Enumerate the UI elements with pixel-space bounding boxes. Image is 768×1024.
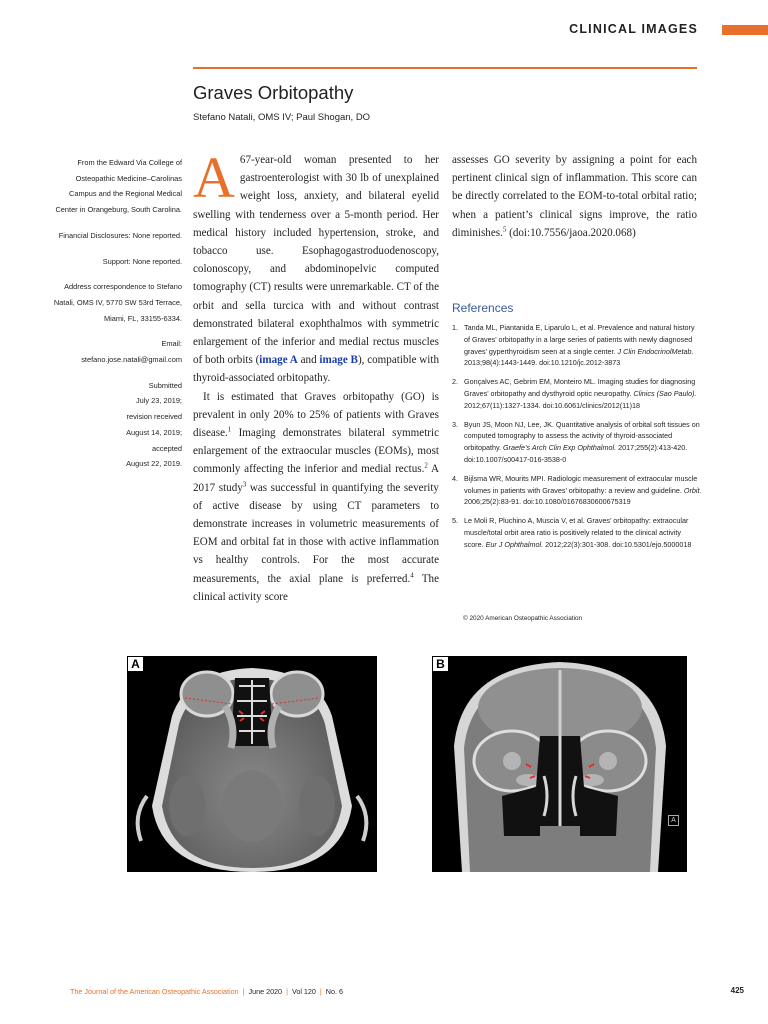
email-block	[52, 336, 182, 367]
paragraph-3-text-a: assesses GO severity by assigning a point for each pertinent clinical sign of inflammation. This score can be directly correlated to the EOM-to-total orbital ratio; when a patient’s clinical signs improve, the ratio diminishes.	[452, 154, 697, 239]
reference-journal: J Clin EndocrinolMetab.	[617, 346, 694, 356]
issue-number: No. 6	[325, 987, 343, 996]
reference-journal: Graefe’s Arch Clin Exp Ophthalmol.	[503, 443, 617, 453]
drop-cap: A	[193, 145, 235, 210]
paragraph-2-text-e: The clinical activity score	[193, 572, 439, 603]
correspondence-address: Address correspondence to Stefano Natali, OMS IV, 5770 SW 53rd Terrace, Miami, FL, 33155-6334.	[53, 282, 182, 323]
financial-disclosures: Financial Disclosures: None reported.	[58, 230, 182, 240]
support-statement: Support: None reported.	[102, 256, 182, 266]
section-label: CLINICAL IMAGES	[569, 22, 698, 36]
title-rule	[193, 67, 697, 69]
reference-number: 2.	[452, 377, 458, 387]
figure-label-b: B	[433, 657, 448, 671]
ct-image-a-axial	[127, 656, 377, 872]
revision-label: revision received	[126, 412, 182, 422]
paragraph-2-text-a: It is estimated that Graves orbitopathy (GO) is prevalent in only 20% to 25% of patients with Graves disease.	[193, 390, 439, 440]
reference-number: 5.	[452, 516, 458, 526]
orientation-tag: A	[668, 815, 679, 826]
reference-details: 2012;67(11):1327-1334. doi:10.6061/clinics/2012(11)18	[464, 400, 640, 410]
paragraph-1-text-a: 67-year-old woman presented to her gastroenterologist with 30 lb of unexplained weight loss, anxiety, and bilateral eyelid swelling with tenderness over a 5-month period. Her medical history included hypertension, stroke, and tobacco use. Esophagogastroduodenoscopy, colonoscopy, and abdominopelvic computed tomography (CT) results were unremarkable. CT of the orbit and sella turcica with and without contrast demonstrated bilateral exophthalmos with symmetric enlargement of the inferior and medial rectus muscles of both orbits (	[193, 154, 439, 367]
figure-label-a: A	[128, 657, 143, 671]
citation-1[interactable]: 1	[227, 425, 232, 434]
paragraph-2-text-d: was successful in quantifying the severity of active disease by using CT parameters to demonstrate increases in volumetric measurements of EOM and orbital fat in those with active inflammation vs healthy controls. For the most accurate measurements, the axial plane is preferred.	[193, 481, 439, 585]
journal-name: The Journal of the American Osteopathic Association	[70, 987, 239, 996]
reference-details: 2006;25(2):83-91. doi:10.1080/01676830600675319	[464, 497, 631, 507]
issue-date: June 2020	[248, 987, 283, 996]
article-title: Graves Orbitopathy	[193, 82, 354, 103]
paragraph-1-text-b: ), compatible with thyroid-associated orbitopathy.	[193, 354, 440, 385]
reference-item	[452, 322, 702, 369]
reference-text: Le Moli R, Pluchino A, Muscia V, et al. Graves’ orbitopathy: extraocular muscle/total orbit area ratio is positively related to the clinical activity score.	[464, 516, 689, 549]
page-number: 425	[730, 986, 744, 995]
reference-journal: Clinics (Sao Paulo).	[633, 388, 697, 398]
footer-separator: |	[319, 987, 322, 996]
affiliation: From the Edward Via College of Osteopathic Medicine–Carolinas Campus and the Regional Medical Center in Orangeburg, South Carolina.	[55, 158, 182, 215]
reference-number: 3.	[452, 419, 458, 429]
references-list	[452, 322, 702, 558]
image-b-link[interactable]: image B	[319, 354, 358, 367]
revision-date: August 14, 2019;	[126, 427, 182, 437]
article-authors: Stefano Natali, OMS IV; Paul Shogan, DO	[193, 112, 371, 123]
reference-item	[452, 376, 702, 411]
paragraph-1	[193, 145, 440, 388]
body-column-2	[452, 151, 697, 242]
reference-details: 2017;255(2):413-420. doi:10.1007/s00417-016-3538-0	[464, 443, 688, 464]
body-column-1	[193, 145, 440, 606]
accepted-label: accepted	[152, 443, 182, 453]
reference-text: Gonçalves AC, Gebrim EM, Monteiro ML. Imaging studies for diagnosing Graves’ orbitopathy and dysthyroid optic neuropathy.	[464, 377, 696, 398]
reference-text: Bijlsma WR, Mourits MPI. Radiologic measurement of extraocular muscle volumes in patients with Graves’ orbitopathy: a review and guideline.	[464, 473, 698, 495]
email-address[interactable]: stefano.jose.natali@gmail.com	[81, 355, 182, 365]
citation-5[interactable]: 5	[502, 225, 507, 234]
reference-journal: Orbit.	[683, 485, 702, 495]
reference-item	[452, 419, 702, 466]
dates-block	[52, 378, 182, 472]
section-accent-bar	[722, 25, 768, 35]
citation-2[interactable]: 2	[424, 461, 428, 470]
reference-details: 2013;98(4):1443-1449. doi:10.1210/jc.2012-3873	[464, 358, 621, 368]
reference-journal: Eur J Ophthalmol.	[485, 539, 544, 549]
accepted-date: August 22, 2019.	[126, 459, 182, 469]
paragraph-2-text-b: Imaging demonstrates bilateral symmetric enlargement of the extraocular muscles (EOMs), most commonly affecting the inferior and medial rectus.	[193, 427, 439, 476]
page-footer	[70, 987, 343, 996]
paragraph-3	[452, 151, 697, 242]
reference-number: 1.	[452, 323, 458, 332]
doi-text: (doi:10.7556/jaoa.2020.068)	[506, 226, 636, 239]
image-a-link[interactable]: image A	[259, 354, 298, 367]
ct-image-b-coronal	[432, 656, 687, 872]
references-heading: References	[452, 301, 514, 315]
reference-text: Byun JS, Moon NJ, Lee, JK. Quantitative analysis of orbital soft tissues on computed tomography to assess the activity of thyroid-associated orbitopathy.	[464, 419, 700, 453]
paragraph-1-and: and	[297, 354, 320, 367]
paragraph-2	[193, 388, 439, 606]
citation-4[interactable]: 4	[410, 570, 414, 579]
reference-text: Tanda ML, Piantanida E, Liparulo L, et al. Prevalence and natural history of Graves’ orbitopathy in a large series of patients with newly diagnosed graves’ gyperthyroidism seen at a single center.	[464, 323, 695, 356]
citation-3[interactable]: 3	[242, 479, 247, 488]
paragraph-2-text-c: A 2017 study	[193, 463, 439, 494]
footer-separator: |	[242, 987, 245, 996]
ct-axial-graphic	[127, 656, 377, 872]
article-sidebar	[52, 155, 182, 472]
email-label: Email:	[161, 339, 182, 349]
submitted-date: July 23, 2019;	[135, 396, 182, 406]
reference-item	[452, 473, 702, 508]
volume: Vol 120	[291, 987, 316, 996]
reference-details: 2012;22(3):301-308. doi:10.5301/ejo.5000018	[543, 539, 692, 549]
copyright-notice: © 2020 American Osteopathic Association	[463, 615, 583, 622]
ct-coronal-graphic	[432, 656, 687, 872]
reference-item	[452, 515, 702, 550]
footer-separator: |	[286, 987, 288, 996]
reference-number: 4.	[452, 473, 458, 483]
submitted-label: Submitted	[148, 380, 182, 390]
